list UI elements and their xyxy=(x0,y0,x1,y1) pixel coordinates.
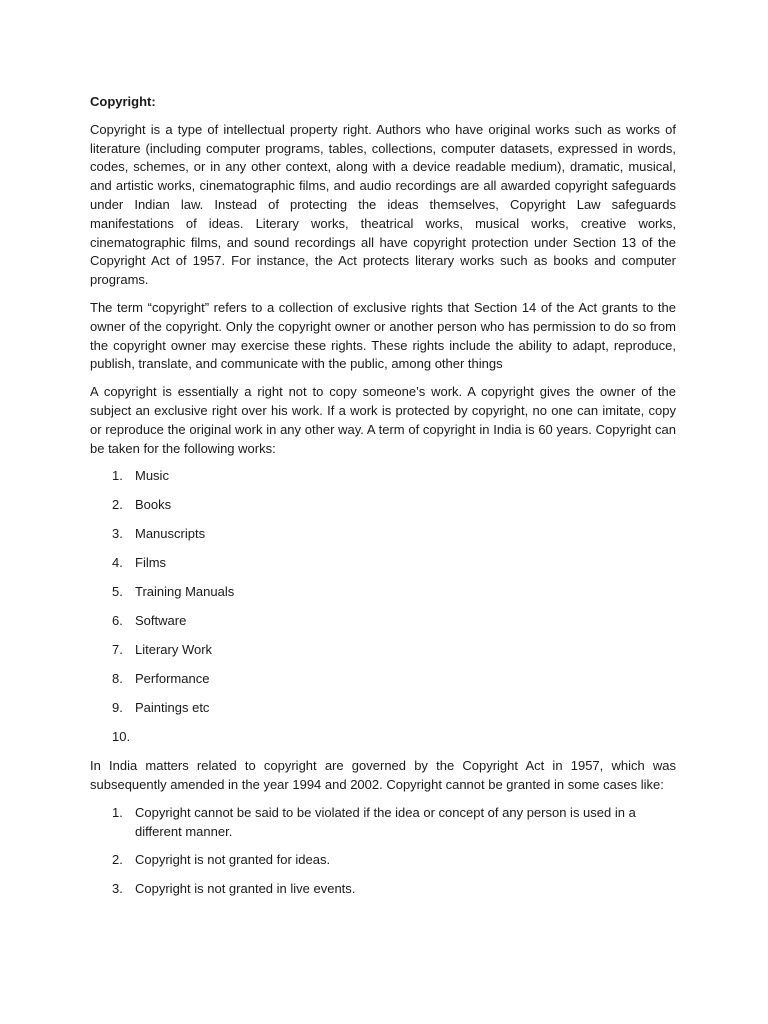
list-item xyxy=(90,804,676,842)
works-list xyxy=(90,467,676,747)
list-number: 7. xyxy=(112,642,123,658)
list-number: 4. xyxy=(112,555,123,571)
list-item-text: Books xyxy=(135,497,172,513)
list-item-text: Manuscripts xyxy=(135,526,206,542)
list-number: 1. xyxy=(112,804,123,820)
list-item-text: Copyright is not granted for ideas. xyxy=(135,852,331,868)
list-item xyxy=(90,851,676,870)
list-item-text: Music xyxy=(135,468,169,484)
list-item-text: Software xyxy=(135,613,187,629)
paragraph-essence: A copyright is essentially a right not to copy someone’s work. A copyright gives the owner of the subject an exclusive right over his work. If a work is protected by copyright, no one can imitate, copy or reproduce the original work in any other way. A term of copyright in India is 60 years. Copyright can be taken for the following works: xyxy=(90,384,676,456)
list-item-text: Copyright is not granted in live events. xyxy=(135,881,356,897)
list-item xyxy=(90,554,676,573)
list-item xyxy=(90,612,676,631)
document-page xyxy=(90,93,676,909)
document-heading: Copyright: xyxy=(90,94,156,109)
list-number: 3. xyxy=(112,526,123,542)
list-number: 2. xyxy=(112,497,123,513)
list-number: 9. xyxy=(112,700,123,716)
list-item-text: Training Manuals xyxy=(135,584,235,600)
list-number: 3. xyxy=(112,881,123,897)
list-item xyxy=(90,467,676,486)
paragraph-exclusive-rights: The term “copyright” refers to a collection of exclusive rights that Section 14 of the Act grants to the owner of the copyright. Only the copyright owner or another person who has permission to do so from the copyright owner may exercise these rights. These rights include the ability to adapt, reproduce, publish, translate, and communicate with the public, among other things xyxy=(90,299,676,372)
paragraph-india-act: In India matters related to copyright are governed by the Copyright Act in 1957, which was subsequently amended in the year 1994 and 2002. Copyright cannot be granted in some cases like: xyxy=(90,758,676,792)
list-item xyxy=(90,496,676,515)
exceptions-list xyxy=(90,804,676,899)
list-number: 10. xyxy=(112,729,131,745)
list-item-text: Performance xyxy=(135,671,210,687)
paragraph-intro: Copyright is a type of intellectual property right. Authors who have original works such as works of literature (including computer programs, tables, collections, computer datasets, expressed in words, codes, schemes, or in any other context, along with a device readable medium), dramatic, musical, and artistic works, cinematographic films, and audio recordings are all awarded copyright safeguards under Indian law. Instead of protecting the ideas themselves, Copyright Law safeguards manifestations of ideas. Literary works, theatrical works, musical works, creative works, cinematographic films, and sound recordings all have copyright protection under Section 13 of the Copyright Act of 1957. For instance, the Act protects literary works such as books and computer programs. xyxy=(90,121,676,288)
list-item xyxy=(90,641,676,660)
list-item xyxy=(90,728,676,747)
list-item-text: Copyright cannot be said to be violated if the idea or concept of any person is used in a different manner. xyxy=(135,804,636,839)
list-item-text: Literary Work xyxy=(135,642,213,658)
list-item xyxy=(90,670,676,689)
list-number: 1. xyxy=(112,468,123,484)
list-number: 5. xyxy=(112,584,123,600)
list-item xyxy=(90,583,676,602)
list-item xyxy=(90,525,676,544)
list-item-text: Films xyxy=(135,555,167,571)
list-number: 2. xyxy=(112,852,123,868)
list-item xyxy=(90,880,676,899)
list-number: 8. xyxy=(112,671,123,687)
list-number: 6. xyxy=(112,613,123,629)
list-item-text: Paintings etc xyxy=(135,700,210,716)
list-item xyxy=(90,699,676,718)
